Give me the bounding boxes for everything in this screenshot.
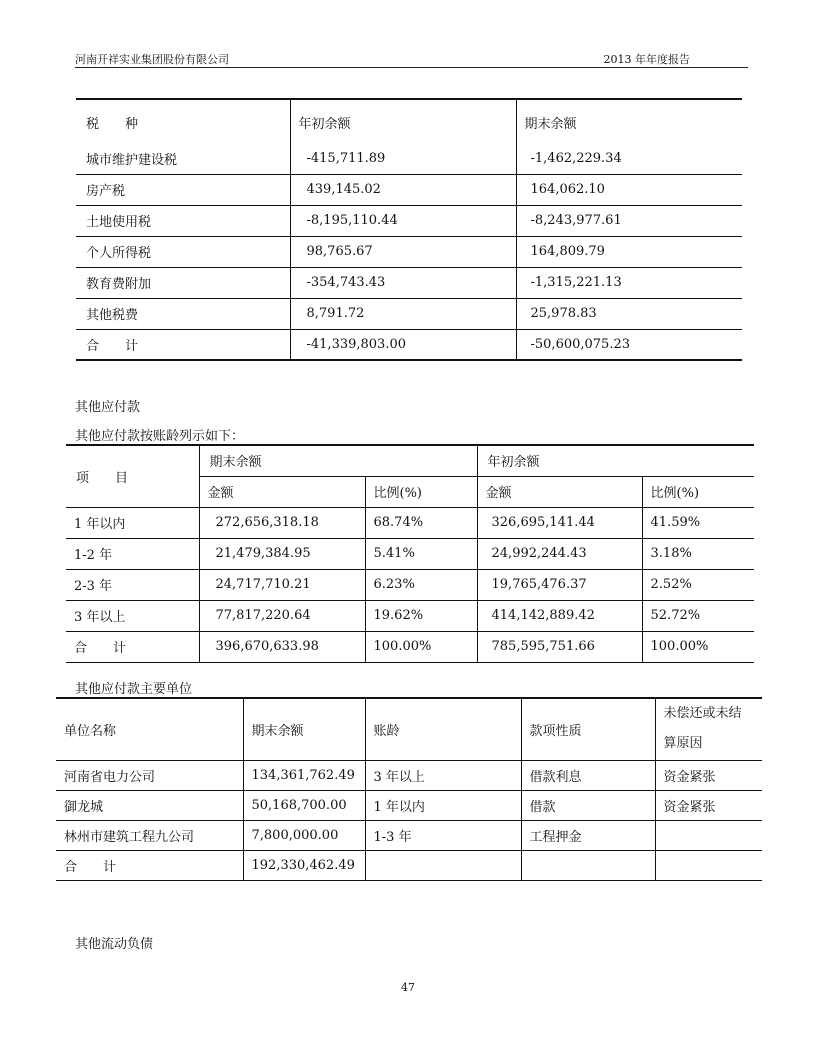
table-row: [56, 760, 762, 790]
table-cell: 1 年以内: [66, 507, 199, 538]
table-cell: [365, 850, 521, 880]
header-cell-end-balance: 期末余额: [199, 445, 477, 476]
table-cell: 1-2 年: [66, 538, 199, 569]
table-cell: 24,717,710.21: [199, 569, 365, 600]
payables-aging-table: [66, 444, 754, 663]
header-line: 未偿还或未结: [663, 706, 742, 722]
table-cell: [655, 850, 762, 880]
table-cell: 7,800,000.00: [243, 820, 365, 850]
table-cell: -8,243,977.61: [516, 205, 742, 236]
table-cell: 2-3 年: [66, 569, 199, 600]
header-cell: 单位名称: [56, 698, 243, 760]
table-cell: 396,670,633.98: [199, 631, 365, 662]
company-name: 河南开祥实业集团股份有限公司: [75, 53, 229, 66]
table-row: [66, 569, 754, 600]
table-cell: 77,817,220.64: [199, 600, 365, 631]
payables-main-units-table: [56, 697, 762, 881]
table-cell: 439,145.02: [290, 174, 516, 205]
table-cell: 工程押金: [521, 820, 655, 850]
table-cell: 借款: [521, 790, 655, 820]
table-cell: 785,595,751.66: [477, 631, 642, 662]
table-row: [76, 267, 742, 298]
table-cell: 3.18%: [642, 538, 754, 569]
table-cell: 25,978.83: [516, 298, 742, 329]
table-total-row: [56, 850, 762, 880]
table-cell: 合 计: [66, 631, 199, 662]
table-total-row: [76, 329, 742, 360]
table-cell: 房产税: [76, 174, 290, 205]
table-cell: 100.00%: [642, 631, 754, 662]
table-cell: -41,339,803.00: [290, 329, 516, 360]
table-cell: 林州市建筑工程九公司: [56, 820, 243, 850]
section-title-main-units: 其他应付款主要单位: [75, 682, 193, 697]
header-line: 算原因: [663, 736, 703, 752]
table-row: [66, 600, 754, 631]
header-cell: 期末余额: [516, 99, 742, 143]
table-cell: 2.52%: [642, 569, 754, 600]
table-cell: -50,600,075.23: [516, 329, 742, 360]
table-cell: 19,765,476.37: [477, 569, 642, 600]
table-cell: 3 年以上: [66, 600, 199, 631]
table-cell: 教育费附加: [76, 267, 290, 298]
table-row: [76, 174, 742, 205]
table-cell: [521, 850, 655, 880]
header-cell-begin-balance: 年初余额: [477, 445, 754, 476]
table-row: [66, 538, 754, 569]
page-number: 47: [401, 981, 415, 994]
table-row: [76, 298, 742, 329]
table-row: [66, 507, 754, 538]
table-cell: -1,462,229.34: [516, 143, 742, 174]
table-cell: 21,479,384.95: [199, 538, 365, 569]
table-cell: 土地使用税: [76, 205, 290, 236]
table-row: [56, 820, 762, 850]
header-cell: 年初余额: [290, 99, 516, 143]
table-row: [76, 236, 742, 267]
table-cell: -8,195,110.44: [290, 205, 516, 236]
section-subtitle-aging: 其他应付款按账龄列示如下：: [75, 429, 245, 444]
header-cell-item: 项 目: [66, 445, 199, 507]
table-cell: 资金紧张: [655, 790, 762, 820]
header-cell: 金额: [477, 476, 642, 507]
table-cell: 合 计: [76, 329, 290, 360]
table-cell: 50,168,700.00: [243, 790, 365, 820]
table-cell: 19.62%: [365, 600, 477, 631]
table-cell: 414,142,889.42: [477, 600, 642, 631]
table-cell: 城市维护建设税: [76, 143, 290, 174]
table-header-row: [66, 445, 754, 476]
header-cell: 账龄: [365, 698, 521, 760]
table-cell: 8,791.72: [290, 298, 516, 329]
table-cell: 5.41%: [365, 538, 477, 569]
table-cell: 3 年以上: [365, 760, 521, 790]
table-cell: 借款利息: [521, 760, 655, 790]
table-cell: -415,711.89: [290, 143, 516, 174]
header-cell: 比例(%): [642, 476, 754, 507]
table-cell: 192,330,462.49: [243, 850, 365, 880]
page-header: [75, 49, 748, 68]
table-cell: 41.59%: [642, 507, 754, 538]
table-cell: 个人所得税: [76, 236, 290, 267]
table-cell: 164,809.79: [516, 236, 742, 267]
table-cell: 合 计: [56, 850, 243, 880]
table-cell: 68.74%: [365, 507, 477, 538]
table-header-row: [56, 698, 762, 760]
table-row: [56, 790, 762, 820]
table-cell: 98,765.67: [290, 236, 516, 267]
table-cell: 164,062.10: [516, 174, 742, 205]
header-cell-unpaid-reason: [655, 698, 762, 760]
table-header-row: [76, 99, 742, 143]
report-title: 2013 年年度报告: [603, 53, 690, 66]
table-cell: 100.00%: [365, 631, 477, 662]
table-cell: 24,992,244.43: [477, 538, 642, 569]
table-cell: 52.72%: [642, 600, 754, 631]
header-cell: 款项性质: [521, 698, 655, 760]
header-cell: 比例(%): [365, 476, 477, 507]
table-cell: 1-3 年: [365, 820, 521, 850]
table-cell: [655, 820, 762, 850]
table-row: [76, 205, 742, 236]
table-row: [76, 143, 742, 174]
header-cell: 税 种: [86, 117, 139, 132]
table-cell: 1 年以内: [365, 790, 521, 820]
section-title-other-current-liabilities: 其他流动负债: [75, 937, 154, 952]
table-cell: -1,315,221.13: [516, 267, 742, 298]
tax-table: [76, 98, 742, 361]
header-cell: 期末余额: [243, 698, 365, 760]
header-cell: 金额: [199, 476, 365, 507]
table-cell: 御龙城: [56, 790, 243, 820]
section-title-other-payables: 其他应付款: [75, 400, 141, 415]
table-total-row: [66, 631, 754, 662]
table-cell: 326,695,141.44: [477, 507, 642, 538]
table-cell: 134,361,762.49: [243, 760, 365, 790]
table-cell: -354,743.43: [290, 267, 516, 298]
table-cell: 272,656,318.18: [199, 507, 365, 538]
table-cell: 6.23%: [365, 569, 477, 600]
table-cell: 资金紧张: [655, 760, 762, 790]
table-cell: 其他税费: [76, 298, 290, 329]
table-cell: 河南省电力公司: [56, 760, 243, 790]
